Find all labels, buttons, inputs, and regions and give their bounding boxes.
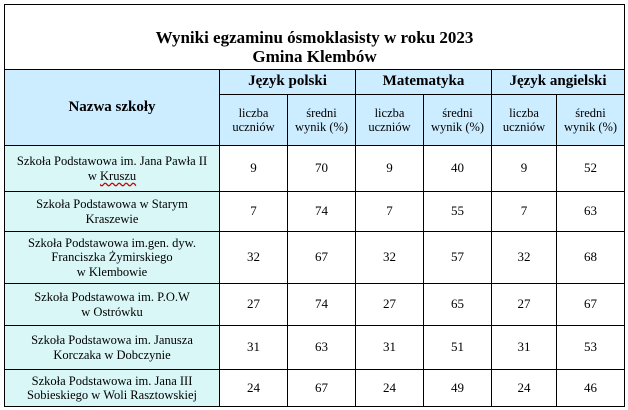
english-avg: 53 (557, 326, 625, 370)
avg-label-2: wynik (%) (430, 120, 485, 134)
polish-count: 27 (220, 284, 288, 326)
polish-count: 9 (220, 146, 288, 192)
math-count: 27 (356, 284, 424, 326)
title-line-1: Wyniki egzaminu ósmoklasisty w roku 2023 (155, 27, 474, 47)
math-count: 7 (356, 192, 424, 232)
school-name-header: Nazwa szkoły (5, 70, 220, 146)
school-line-2-underlined: Kruszu (100, 168, 137, 183)
avg-label-2: wynik (%) (563, 120, 618, 134)
count-header (220, 95, 288, 146)
polish-count: 32 (220, 232, 288, 284)
count-header (492, 95, 557, 146)
polish-count: 31 (220, 326, 288, 370)
school-line-2: Kraszewie (85, 211, 139, 226)
avg-label-2: wynik (%) (294, 120, 349, 134)
polish-avg: 74 (288, 192, 356, 232)
school-line-1: Szkoła Podstawowa im.gen. dyw. (28, 235, 196, 250)
school-line-2: w Ostrówku (81, 304, 143, 319)
school-line-2: w (87, 168, 101, 183)
school-name (5, 146, 220, 192)
subject-header-math: Matematyka (356, 70, 492, 95)
math-avg: 49 (424, 370, 492, 407)
school-name (5, 284, 220, 326)
school-name (5, 326, 220, 370)
avg-label-1: średni (306, 105, 337, 120)
english-avg: 68 (557, 232, 625, 284)
count-label-2: uczniów (368, 120, 411, 134)
school-line-1: Szkoła Podstawowa im. Janusza (31, 333, 193, 348)
school-line-1: Szkoła Podstawowa im. Jana III (31, 373, 193, 388)
table-row (5, 370, 625, 407)
count-label-2: uczniów (502, 120, 546, 134)
table-row (5, 232, 625, 284)
math-count: 9 (356, 146, 424, 192)
avg-header (557, 95, 625, 146)
avg-label-1: średni (442, 105, 473, 120)
school-line-2: Franciszka Żymirskiego (51, 250, 173, 265)
table-row (5, 326, 625, 370)
title-row (5, 5, 625, 70)
count-label-1: liczba (509, 105, 539, 120)
school-name (5, 192, 220, 232)
polish-avg: 70 (288, 146, 356, 192)
count-label-1: liczba (238, 105, 269, 120)
table-row (5, 284, 625, 326)
math-count: 24 (356, 370, 424, 407)
school-name (5, 370, 220, 407)
math-avg: 65 (424, 284, 492, 326)
english-avg: 46 (557, 370, 625, 407)
school-line-3: w Klembowie (76, 264, 148, 279)
english-count: 24 (492, 370, 557, 407)
math-avg: 55 (424, 192, 492, 232)
polish-count: 24 (220, 370, 288, 407)
english-count: 32 (492, 232, 557, 284)
school-line-2: Korczaka w Dobczynie (53, 347, 171, 362)
avg-label-1: średni (575, 105, 606, 120)
subject-header-row (5, 70, 625, 95)
english-avg: 52 (557, 146, 625, 192)
polish-avg: 67 (288, 232, 356, 284)
school-line-1: Szkoła Podstawowa w Starym (36, 197, 188, 212)
subject-header-english: Język angielski (492, 70, 625, 95)
math-avg: 57 (424, 232, 492, 284)
math-count: 32 (356, 232, 424, 284)
exam-results-table (4, 4, 625, 407)
polish-avg: 63 (288, 326, 356, 370)
english-count: 31 (492, 326, 557, 370)
english-count: 9 (492, 146, 557, 192)
count-header (356, 95, 424, 146)
polish-avg: 67 (288, 370, 356, 407)
table-title (5, 5, 625, 70)
polish-avg: 74 (288, 284, 356, 326)
table-row (5, 192, 625, 232)
math-avg: 40 (424, 146, 492, 192)
school-line-1: Szkoła Podstawowa im. P.O.W (34, 290, 190, 305)
title-line-2: Gmina Klembów (252, 47, 377, 67)
avg-header (288, 95, 356, 146)
english-avg: 63 (557, 192, 625, 232)
school-line-2: Sobieskiego w Woli Rasztowskiej (27, 388, 197, 402)
math-count: 31 (356, 326, 424, 370)
count-label-1: liczba (374, 105, 405, 120)
polish-count: 7 (220, 192, 288, 232)
avg-header (424, 95, 492, 146)
subject-header-polish: Język polski (220, 70, 356, 95)
results-table-container (4, 4, 624, 407)
english-count: 27 (492, 284, 557, 326)
english-count: 7 (492, 192, 557, 232)
table-row (5, 146, 625, 192)
count-label-2: uczniów (232, 120, 275, 134)
english-avg: 67 (557, 284, 625, 326)
math-avg: 51 (424, 326, 492, 370)
school-name (5, 232, 220, 284)
school-line-1: Szkoła Podstawowa im. Jana Pawła II (16, 154, 208, 169)
